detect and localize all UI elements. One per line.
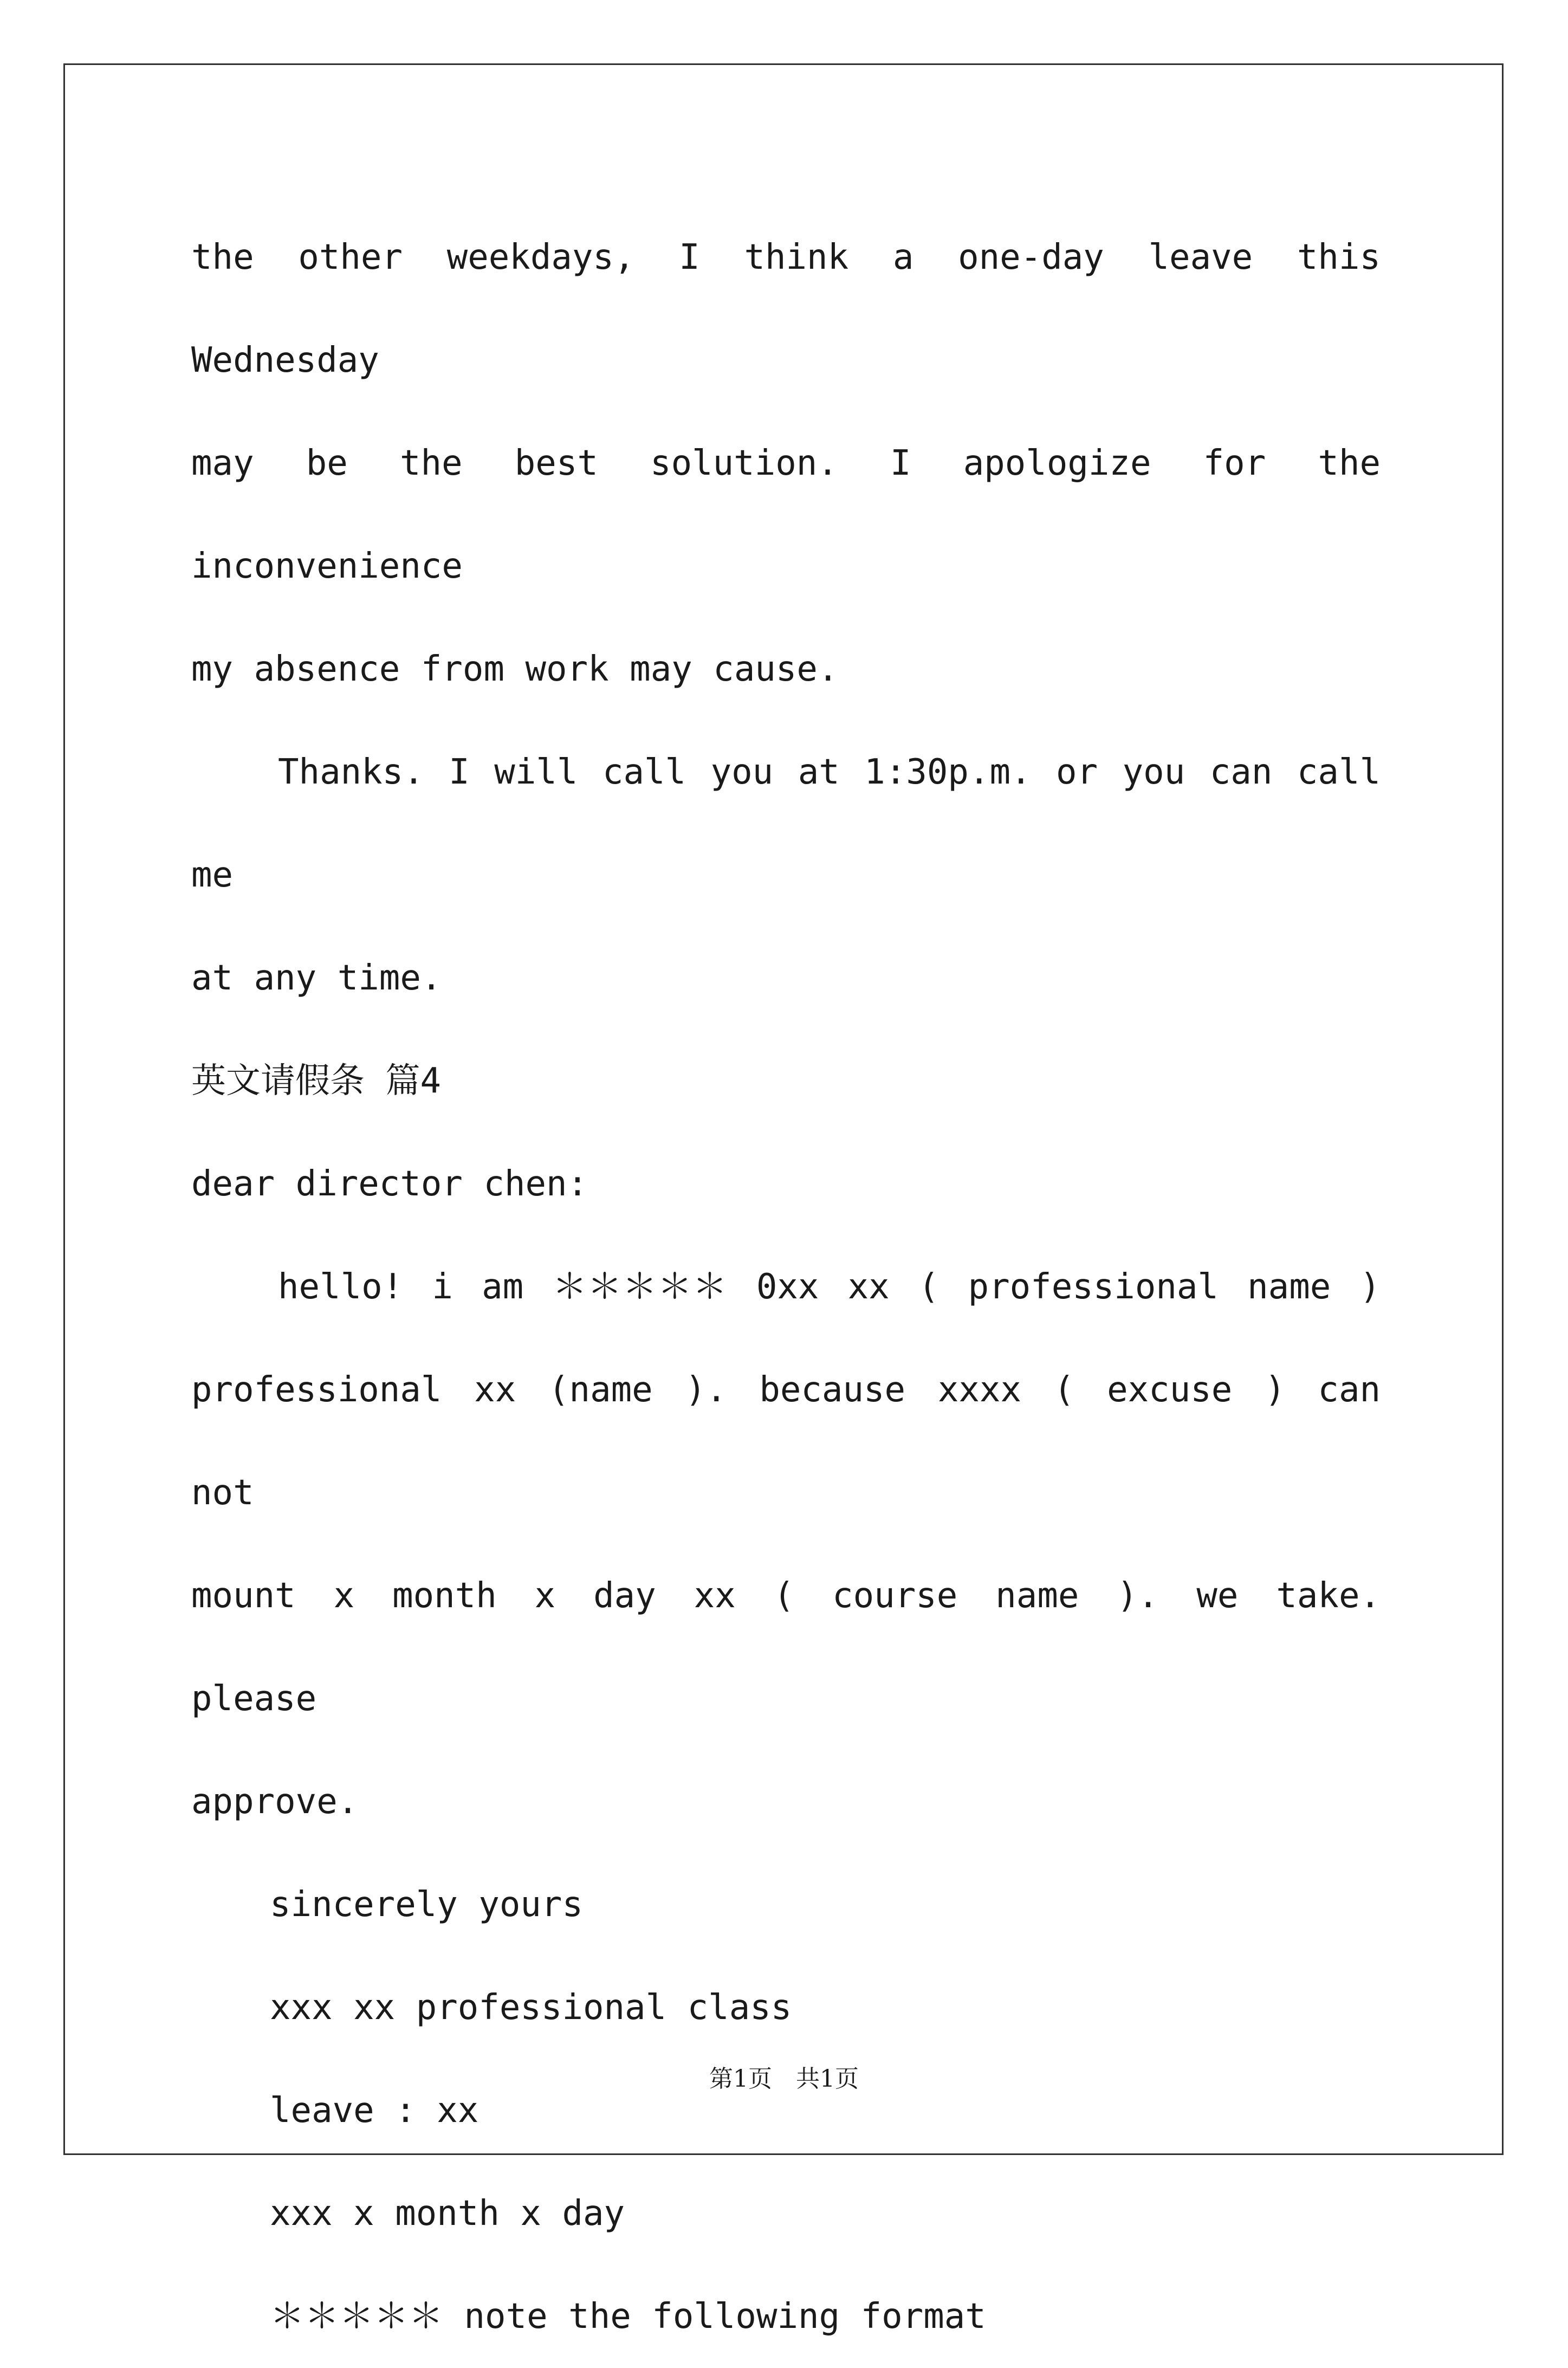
- text-line: may be the best solution. I apologize for the inconvenience: [191, 443, 1381, 586]
- text-line: the other weekdays, I think a one-day leave this Wednesday: [191, 237, 1381, 380]
- closing-line: sincerely yours: [270, 1885, 583, 1925]
- text-line: professional xx (name ). because xxxx ( excuse ) can not: [191, 1370, 1381, 1513]
- text-line: hello! i am ＊＊＊＊＊ 0xx xx ( professional name ): [278, 1267, 1381, 1307]
- document-body: [191, 206, 1381, 2368]
- section-heading: 英文请假条 篇4: [191, 1061, 442, 1101]
- text-line: my absence from work may cause.: [191, 649, 839, 689]
- page-number: 第1页 共1页: [709, 2065, 859, 2093]
- text-line: approve.: [191, 1782, 359, 1822]
- signature-line: leave : xx: [270, 2091, 479, 2131]
- text-line: Thanks. I will call you at 1:30p.m. or you can call me: [191, 752, 1381, 895]
- text-line: at any time.: [191, 958, 442, 998]
- date-line: xxx x month x day: [270, 2194, 625, 2234]
- signature-line: xxx xx professional class: [270, 1988, 792, 2028]
- note-line: ＊＊＊＊＊ note the following format: [270, 2296, 986, 2337]
- salutation: dear director chen:: [191, 1164, 588, 1204]
- text-line: mount x month x day xx ( course name ). we take. please: [191, 1576, 1381, 1719]
